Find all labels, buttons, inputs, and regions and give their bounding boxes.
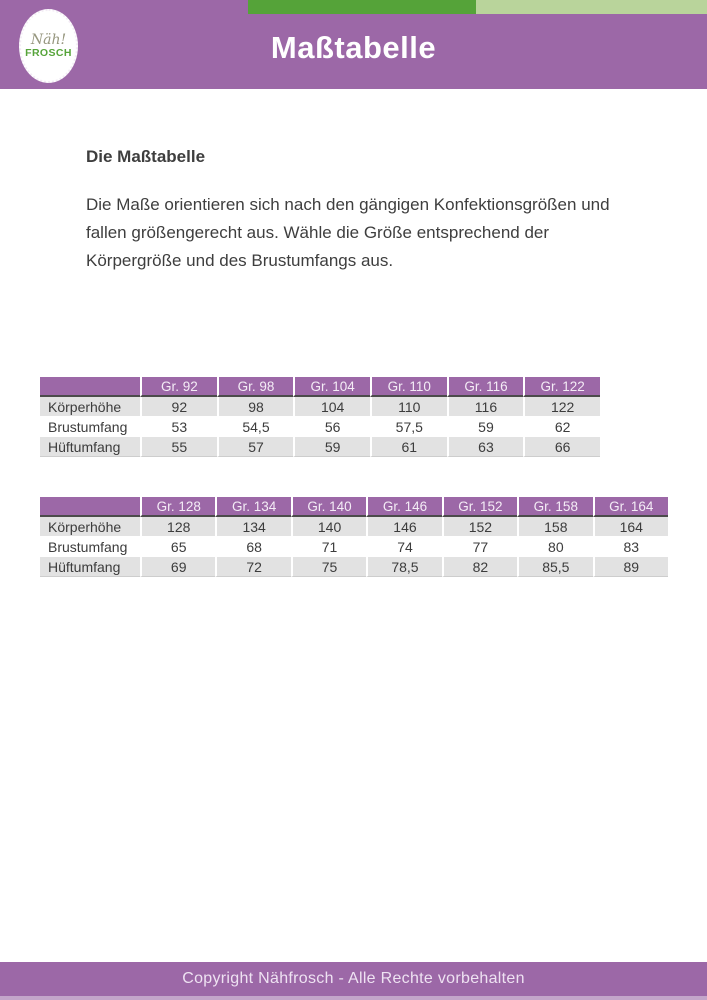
logo-brand-text: FROSCH: [25, 46, 72, 59]
table-header-row: [40, 377, 600, 397]
measurement-row-label: Hüftumfang: [40, 557, 140, 577]
measurement-row-label: Körperhöhe: [40, 397, 140, 417]
size-column-header: Gr. 92: [140, 377, 217, 397]
page-header: [0, 0, 707, 89]
measurement-value: 68: [215, 537, 290, 557]
measurement-row-label: Brustumfang: [40, 537, 140, 557]
measurement-value: 77: [442, 537, 517, 557]
measurement-value: 59: [447, 417, 524, 437]
measurement-value: 56: [293, 417, 370, 437]
header-accent-bar-light-green: [476, 0, 707, 14]
measurement-value: 63: [447, 437, 524, 457]
corner-cell: [40, 377, 140, 397]
measurement-value: 72: [215, 557, 290, 577]
measurement-row-label: Hüftumfang: [40, 437, 140, 457]
measurement-value: 57: [217, 437, 294, 457]
size-column-header: Gr. 116: [447, 377, 524, 397]
measurement-value: 98: [217, 397, 294, 417]
measurement-value: 110: [370, 397, 447, 417]
table-row: [40, 417, 600, 437]
measurement-value: 128: [140, 517, 215, 537]
measurement-value: 69: [140, 557, 215, 577]
size-column-header: Gr. 140: [291, 497, 366, 517]
table-row: [40, 537, 668, 557]
measurement-value: 80: [517, 537, 592, 557]
measurement-value: 57,5: [370, 417, 447, 437]
measurement-value: 71: [291, 537, 366, 557]
size-column-header: Gr. 110: [370, 377, 447, 397]
corner-cell: [40, 497, 140, 517]
measurement-value: 134: [215, 517, 290, 537]
measurement-value: 66: [523, 437, 600, 457]
measurement-value: 104: [293, 397, 370, 417]
table-row: [40, 517, 668, 537]
measurement-value: 55: [140, 437, 217, 457]
measurement-row-label: Körperhöhe: [40, 517, 140, 537]
measurement-value: 75: [291, 557, 366, 577]
measurement-value: 140: [291, 517, 366, 537]
intro-section: [86, 147, 614, 275]
size-column-header: Gr. 122: [523, 377, 600, 397]
size-column-header: Gr. 104: [293, 377, 370, 397]
section-heading: Die Maßtabelle: [86, 147, 206, 166]
size-table-small: [40, 377, 600, 457]
size-table-large: [40, 497, 668, 577]
measurement-value: 158: [517, 517, 592, 537]
measurement-value: 59: [293, 437, 370, 457]
size-column-header: Gr. 158: [517, 497, 592, 517]
table-header-row: [40, 497, 668, 517]
measurement-value: 116: [447, 397, 524, 417]
measurement-value: 82: [442, 557, 517, 577]
logo-script-text: Näh!: [30, 31, 67, 48]
size-column-header: Gr. 98: [217, 377, 294, 397]
header-accent-bar-dark-green: [248, 0, 476, 14]
size-column-header: Gr. 146: [366, 497, 441, 517]
size-column-header: Gr. 164: [593, 497, 668, 517]
intro-paragraph: Die Maße orientieren sich nach den gängigen Konfektionsgrößen und fallen größengerecht aus. Wähle die Größe entsprechend der Körpergröße und des Brustumfangs aus.: [86, 195, 610, 270]
measurement-value: 85,5: [517, 557, 592, 577]
measurement-value: 54,5: [217, 417, 294, 437]
copyright-text: Copyright Nähfrosch - Alle Rechte vorbehalten: [182, 970, 525, 987]
table-row: [40, 437, 600, 457]
page-title: Maßtabelle: [270, 30, 437, 65]
measurement-value: 74: [366, 537, 441, 557]
measurement-value: 89: [593, 557, 668, 577]
size-column-header: Gr. 128: [140, 497, 215, 517]
measurement-value: 92: [140, 397, 217, 417]
measurement-value: 164: [593, 517, 668, 537]
size-column-header: Gr. 152: [442, 497, 517, 517]
measurement-value: 53: [140, 417, 217, 437]
measurement-row-label: Brustumfang: [40, 417, 140, 437]
measurement-value: 146: [366, 517, 441, 537]
page-footer: [0, 962, 707, 996]
measurement-value: 83: [593, 537, 668, 557]
measurement-value: 152: [442, 517, 517, 537]
measurement-value: 122: [523, 397, 600, 417]
measurement-value: 65: [140, 537, 215, 557]
footer-bottom-edge: [0, 996, 707, 1000]
table-row: [40, 397, 600, 417]
measurement-value: 78,5: [366, 557, 441, 577]
measurement-value: 61: [370, 437, 447, 457]
table-row: [40, 557, 668, 577]
measurement-value: 62: [523, 417, 600, 437]
size-column-header: Gr. 134: [215, 497, 290, 517]
